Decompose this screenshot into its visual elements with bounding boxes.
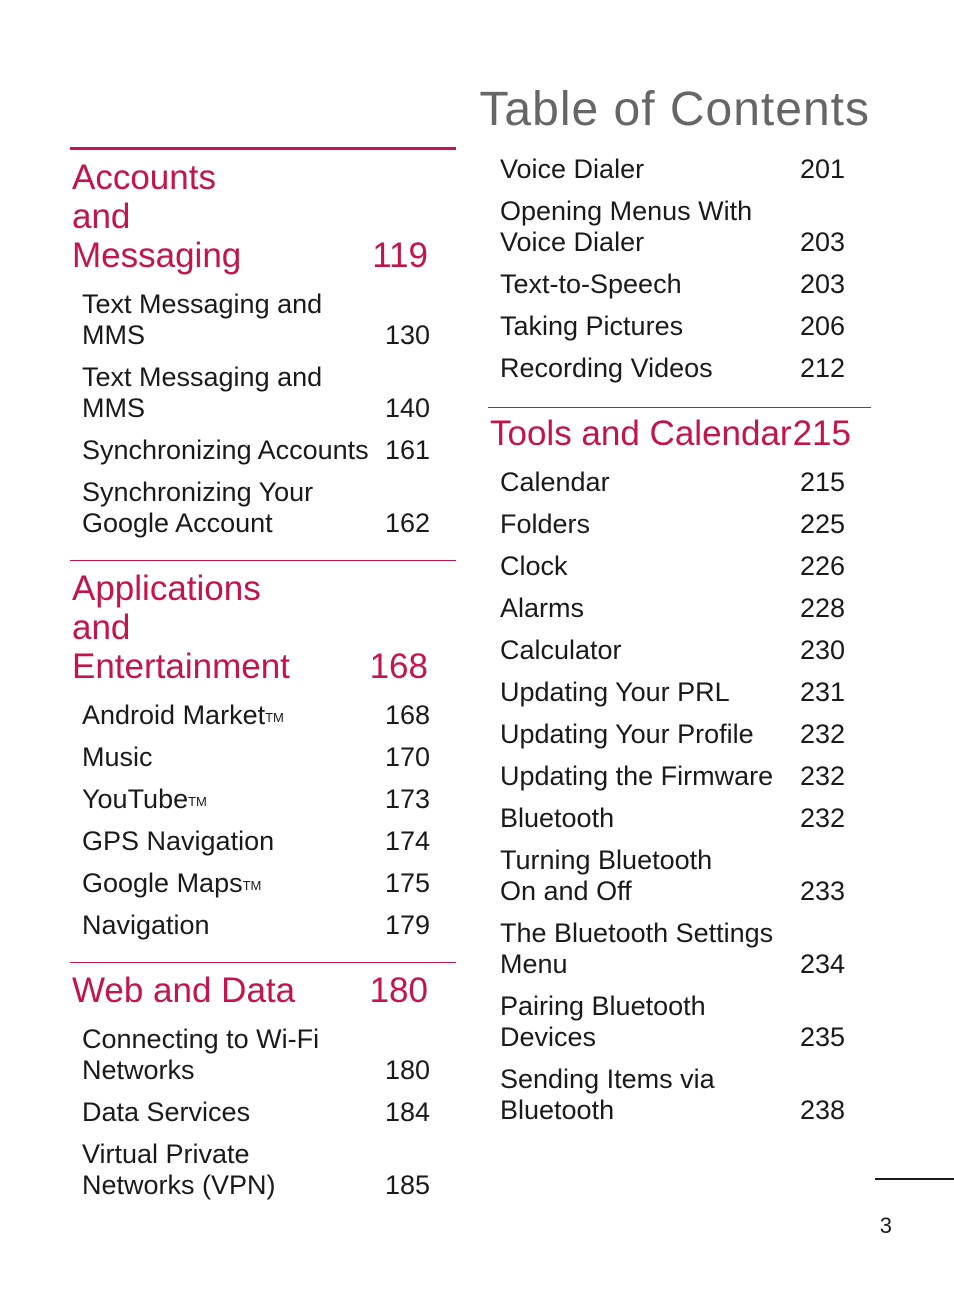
entry-page: 234 [799, 949, 845, 979]
section-page: 119 [372, 236, 428, 275]
trademark-mark: TM [265, 710, 284, 725]
entry-page: 231 [799, 677, 845, 707]
section-page: 180 [369, 971, 428, 1010]
entry-page: 232 [799, 761, 845, 791]
entry-title: Updating Your PRL [500, 677, 730, 707]
toc-entries [488, 150, 871, 407]
entry-title: Turning Bluetooth On and Off [500, 845, 713, 906]
entry-page: 180 [384, 1055, 430, 1085]
entry-title: Voice Dialer [500, 154, 645, 184]
toc-entry[interactable] [500, 918, 845, 980]
toc-entry[interactable] [82, 742, 430, 773]
entry-title: Pairing Bluetooth Devices [500, 991, 706, 1052]
toc-entries [70, 686, 456, 962]
toc-section-heading[interactable] [70, 963, 456, 1010]
toc-entry[interactable] [500, 311, 845, 342]
toc-section-heading[interactable] [70, 150, 456, 275]
toc-entry[interactable] [500, 467, 845, 498]
entry-page: 179 [384, 910, 430, 940]
page-title: Table of Contents [479, 83, 870, 137]
entry-title: YouTube™ [82, 784, 207, 814]
toc-right-column [488, 150, 871, 1147]
entry-page: 233 [799, 876, 845, 906]
toc-entry[interactable] [82, 362, 430, 424]
entry-page: 184 [384, 1097, 430, 1127]
toc-entry[interactable] [82, 700, 430, 731]
toc-entries [488, 453, 871, 1147]
entry-page: 232 [799, 803, 845, 833]
entry-title: Taking Pictures [500, 311, 684, 341]
toc-entry[interactable] [82, 1139, 430, 1201]
entry-title: Android Market™ [82, 700, 284, 730]
entry-title: Music [82, 742, 153, 772]
toc-entries [70, 275, 456, 560]
footer-rule [875, 1178, 954, 1180]
section-title: Applications and Entertainment [72, 569, 290, 686]
entry-title: Opening Menus With Voice Dialer [500, 196, 753, 257]
toc-section-heading[interactable] [488, 408, 871, 453]
entry-title: Calculator [500, 635, 622, 665]
entry-title: Text Messaging and MMS [82, 362, 323, 423]
toc-left-column [70, 147, 456, 1222]
entry-title: Folders [500, 509, 591, 539]
entry-page: 226 [799, 551, 845, 581]
toc-entry[interactable] [500, 761, 845, 792]
entry-page: 201 [799, 154, 845, 184]
toc-entry[interactable] [82, 784, 430, 815]
entry-title: Data Services [82, 1097, 251, 1127]
section-title: Accounts and Messaging [72, 158, 242, 275]
toc-entry[interactable] [82, 435, 430, 466]
entry-page: 168 [384, 700, 430, 730]
entry-page: 161 [384, 435, 430, 465]
toc-entry[interactable] [82, 910, 430, 941]
toc-entry[interactable] [82, 477, 430, 539]
entry-page: 206 [799, 311, 845, 341]
toc-entry[interactable] [82, 868, 430, 899]
toc-entry[interactable] [500, 719, 845, 750]
entry-title: The Bluetooth Settings Menu [500, 918, 774, 979]
section-title: Tools and Calendar [490, 414, 792, 453]
toc-entry[interactable] [500, 991, 845, 1053]
entry-title: Updating Your Profile [500, 719, 754, 749]
entry-page: 203 [799, 227, 845, 257]
toc-entry[interactable] [500, 803, 845, 834]
toc-entry[interactable] [500, 593, 845, 624]
entry-title: Alarms [500, 593, 585, 623]
entry-page: 230 [799, 635, 845, 665]
entry-title: Clock [500, 551, 568, 581]
toc-entry[interactable] [82, 1024, 430, 1086]
entry-page: 215 [799, 467, 845, 497]
toc-entry[interactable] [500, 635, 845, 666]
entry-page: 130 [384, 320, 430, 350]
entry-title: Recording Videos [500, 353, 713, 383]
section-page: 215 [792, 414, 851, 453]
entry-page: 225 [799, 509, 845, 539]
entry-page: 228 [799, 593, 845, 623]
toc-entry[interactable] [500, 1064, 845, 1126]
toc-entry[interactable] [500, 677, 845, 708]
entry-page: 140 [384, 393, 430, 423]
toc-entry[interactable] [82, 1097, 430, 1128]
toc-entry[interactable] [500, 196, 845, 258]
section-title: Web and Data [72, 971, 296, 1010]
toc-entry[interactable] [82, 826, 430, 857]
entry-page: 174 [384, 826, 430, 856]
entry-title: GPS Navigation [82, 826, 275, 856]
entry-page: 238 [799, 1095, 845, 1125]
entry-title: Synchronizing Accounts [82, 435, 369, 465]
entry-title: Bluetooth [500, 803, 615, 833]
entry-title: Updating the Firmware [500, 761, 774, 791]
page-number: 3 [879, 1213, 892, 1238]
entry-page: 203 [799, 269, 845, 299]
trademark-mark: TM [242, 878, 262, 893]
entry-page: 185 [384, 1170, 430, 1200]
entry-page: 170 [384, 742, 430, 772]
toc-entry[interactable] [500, 154, 845, 185]
section-page: 168 [369, 647, 428, 686]
trademark-mark: TM [188, 794, 207, 809]
entry-page: 173 [384, 784, 430, 814]
toc-section-heading[interactable] [70, 561, 456, 686]
entry-page: 212 [799, 353, 845, 383]
entry-title: Connecting to Wi-Fi Networks [82, 1024, 320, 1085]
entry-title: Virtual Private Networks (VPN) [82, 1139, 276, 1200]
entry-title: Text-to-Speech [500, 269, 682, 299]
toc-entry[interactable] [500, 269, 845, 300]
entry-title: Google Maps™ [82, 868, 262, 898]
entry-page: 162 [384, 508, 430, 538]
entry-title: Navigation [82, 910, 210, 940]
entry-title: Sending Items via Bluetooth [500, 1064, 715, 1125]
toc-entry[interactable] [500, 353, 845, 384]
entry-title: Text Messaging and MMS [82, 289, 323, 350]
entry-title: Synchronizing Your Google Account [82, 477, 314, 538]
toc-entry[interactable] [500, 509, 845, 540]
entry-title: Calendar [500, 467, 610, 497]
entry-page: 235 [799, 1022, 845, 1052]
entry-page: 232 [799, 719, 845, 749]
toc-entries [70, 1010, 456, 1222]
toc-entry[interactable] [500, 551, 845, 582]
toc-entry[interactable] [82, 289, 430, 351]
entry-page: 175 [384, 868, 430, 898]
toc-entry[interactable] [500, 845, 845, 907]
